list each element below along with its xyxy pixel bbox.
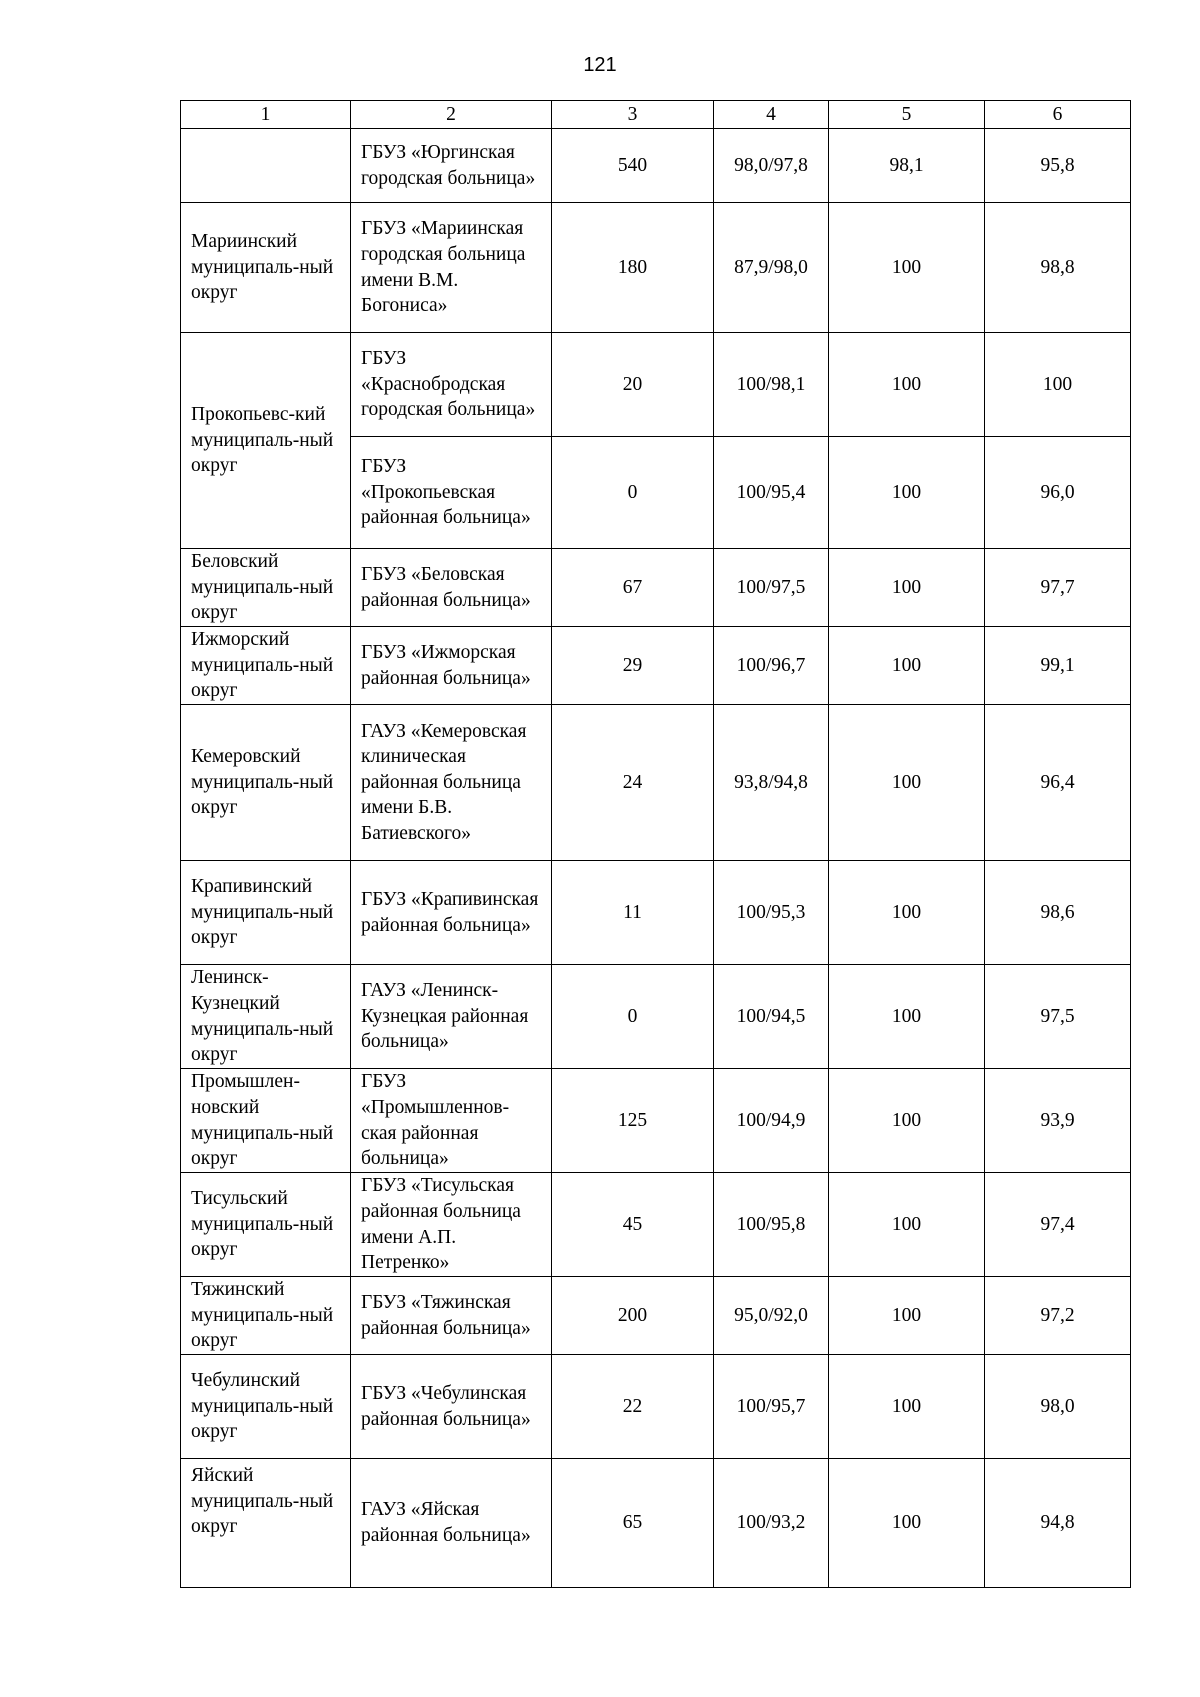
- value-cell: 100: [829, 1277, 985, 1355]
- value-cell: 100: [829, 1459, 985, 1588]
- value-cell: 67: [552, 549, 714, 627]
- hospital-cell: ГБУЗ «Тяжинская районная больница»: [351, 1277, 552, 1355]
- hospital-cell: ГБУЗ «Беловская районная больница»: [351, 549, 552, 627]
- table-row: [181, 861, 1131, 965]
- table-row: [181, 1277, 1131, 1355]
- hospital-cell: ГБУЗ «Крапивинская районная больница»: [351, 861, 552, 965]
- value-cell: 99,1: [985, 627, 1131, 705]
- table-body: [181, 129, 1131, 1588]
- value-cell: 100/97,5: [714, 549, 829, 627]
- value-cell: 97,5: [985, 965, 1131, 1069]
- value-cell: 29: [552, 627, 714, 705]
- district-cell: Кемеровский муниципаль-ный округ: [181, 705, 351, 861]
- table-row: [181, 705, 1131, 861]
- value-cell: 125: [552, 1069, 714, 1173]
- hospital-cell: ГБУЗ «Краснобродская городская больница»: [351, 333, 552, 437]
- value-cell: 100: [829, 965, 985, 1069]
- value-cell: 100: [829, 627, 985, 705]
- value-cell: 22: [552, 1355, 714, 1459]
- district-cell: Тисульский муниципаль-ный округ: [181, 1173, 351, 1277]
- value-cell: 95,8: [985, 129, 1131, 203]
- table-row: [181, 549, 1131, 627]
- value-cell: 87,9/98,0: [714, 203, 829, 333]
- district-cell: Прокопьевс-кий муниципаль-ный округ: [181, 333, 351, 549]
- value-cell: 93,8/94,8: [714, 705, 829, 861]
- hospital-cell: ГАУЗ «Ленинск-Кузнецкая районная больница»: [351, 965, 552, 1069]
- value-cell: 96,4: [985, 705, 1131, 861]
- hospital-cell: ГАУЗ «Яйская районная больница»: [351, 1459, 552, 1588]
- district-cell: Ленинск-Кузнецкий муниципаль-ный округ: [181, 965, 351, 1069]
- value-cell: 100/93,2: [714, 1459, 829, 1588]
- table-row: [181, 203, 1131, 333]
- district-cell: Тяжинский муниципаль-ный округ: [181, 1277, 351, 1355]
- table-row: [181, 1459, 1131, 1588]
- table-row: [181, 129, 1131, 203]
- table-row: [181, 1173, 1131, 1277]
- value-cell: 100: [829, 437, 985, 549]
- table-row: [181, 627, 1131, 705]
- value-cell: 200: [552, 1277, 714, 1355]
- value-cell: 540: [552, 129, 714, 203]
- value-cell: 100: [829, 549, 985, 627]
- column-header: 6: [985, 101, 1131, 129]
- column-header: 5: [829, 101, 985, 129]
- column-header: 2: [351, 101, 552, 129]
- table-header: [181, 101, 1131, 129]
- column-header: 4: [714, 101, 829, 129]
- district-cell: Ижморский муниципаль-ный округ: [181, 627, 351, 705]
- district-cell: Чебулинский муниципаль-ный округ: [181, 1355, 351, 1459]
- value-cell: 93,9: [985, 1069, 1131, 1173]
- value-cell: 100/95,3: [714, 861, 829, 965]
- value-cell: 0: [552, 965, 714, 1069]
- column-header: 3: [552, 101, 714, 129]
- table-row: [181, 965, 1131, 1069]
- table-row: [181, 1069, 1131, 1173]
- value-cell: 100: [829, 705, 985, 861]
- district-cell: Мариинский муниципаль-ный округ: [181, 203, 351, 333]
- value-cell: 100: [829, 333, 985, 437]
- value-cell: 65: [552, 1459, 714, 1588]
- hospital-cell: ГБУЗ «Промышленнов-ская районная больница»: [351, 1069, 552, 1173]
- value-cell: 100/95,7: [714, 1355, 829, 1459]
- value-cell: 100/94,5: [714, 965, 829, 1069]
- value-cell: 100/95,8: [714, 1173, 829, 1277]
- value-cell: 180: [552, 203, 714, 333]
- table-row: [181, 1355, 1131, 1459]
- value-cell: 97,2: [985, 1277, 1131, 1355]
- page-number: 121: [583, 54, 617, 76]
- hospital-cell: ГАУЗ «Кемеровская клиническая районная больница имени Б.В. Батиевского»: [351, 705, 552, 861]
- district-cell: Яйский муниципаль-ный округ: [181, 1459, 351, 1588]
- value-cell: 98,0: [985, 1355, 1131, 1459]
- value-cell: 97,4: [985, 1173, 1131, 1277]
- value-cell: 100: [829, 1069, 985, 1173]
- value-cell: 100: [829, 861, 985, 965]
- value-cell: 100: [829, 203, 985, 333]
- value-cell: 100: [829, 1173, 985, 1277]
- hospital-cell: ГБУЗ «Чебулинская районная больница»: [351, 1355, 552, 1459]
- value-cell: 97,7: [985, 549, 1131, 627]
- district-cell: Беловский муниципаль-ный округ: [181, 549, 351, 627]
- hospital-cell: ГБУЗ «Ижморская районная больница»: [351, 627, 552, 705]
- column-header: 1: [181, 101, 351, 129]
- value-cell: 100/96,7: [714, 627, 829, 705]
- value-cell: 95,0/92,0: [714, 1277, 829, 1355]
- district-cell: [181, 129, 351, 203]
- value-cell: 20: [552, 333, 714, 437]
- value-cell: 100/98,1: [714, 333, 829, 437]
- value-cell: 98,6: [985, 861, 1131, 965]
- value-cell: 100: [985, 333, 1131, 437]
- hospital-cell: ГБУЗ «Мариинская городская больница имени В.М. Богониса»: [351, 203, 552, 333]
- hospital-cell: ГБУЗ «Прокопьевская районная больница»: [351, 437, 552, 549]
- hospital-cell: ГБУЗ «Тисульская районная больница имени А.П. Петренко»: [351, 1173, 552, 1277]
- value-cell: 45: [552, 1173, 714, 1277]
- district-cell: Промышлен-новский муниципаль-ный округ: [181, 1069, 351, 1173]
- header-row: [181, 101, 1131, 129]
- value-cell: 98,8: [985, 203, 1131, 333]
- table-row: [181, 333, 1131, 437]
- value-cell: 100/94,9: [714, 1069, 829, 1173]
- value-cell: 98,1: [829, 129, 985, 203]
- value-cell: 0: [552, 437, 714, 549]
- district-cell: Крапивинский муниципаль-ный округ: [181, 861, 351, 965]
- value-cell: 98,0/97,8: [714, 129, 829, 203]
- hospital-cell: ГБУЗ «Юргинская городская больница»: [351, 129, 552, 203]
- value-cell: 11: [552, 861, 714, 965]
- data-table: [180, 100, 1131, 1588]
- value-cell: 100: [829, 1355, 985, 1459]
- value-cell: 96,0: [985, 437, 1131, 549]
- value-cell: 24: [552, 705, 714, 861]
- value-cell: 94,8: [985, 1459, 1131, 1588]
- value-cell: 100/95,4: [714, 437, 829, 549]
